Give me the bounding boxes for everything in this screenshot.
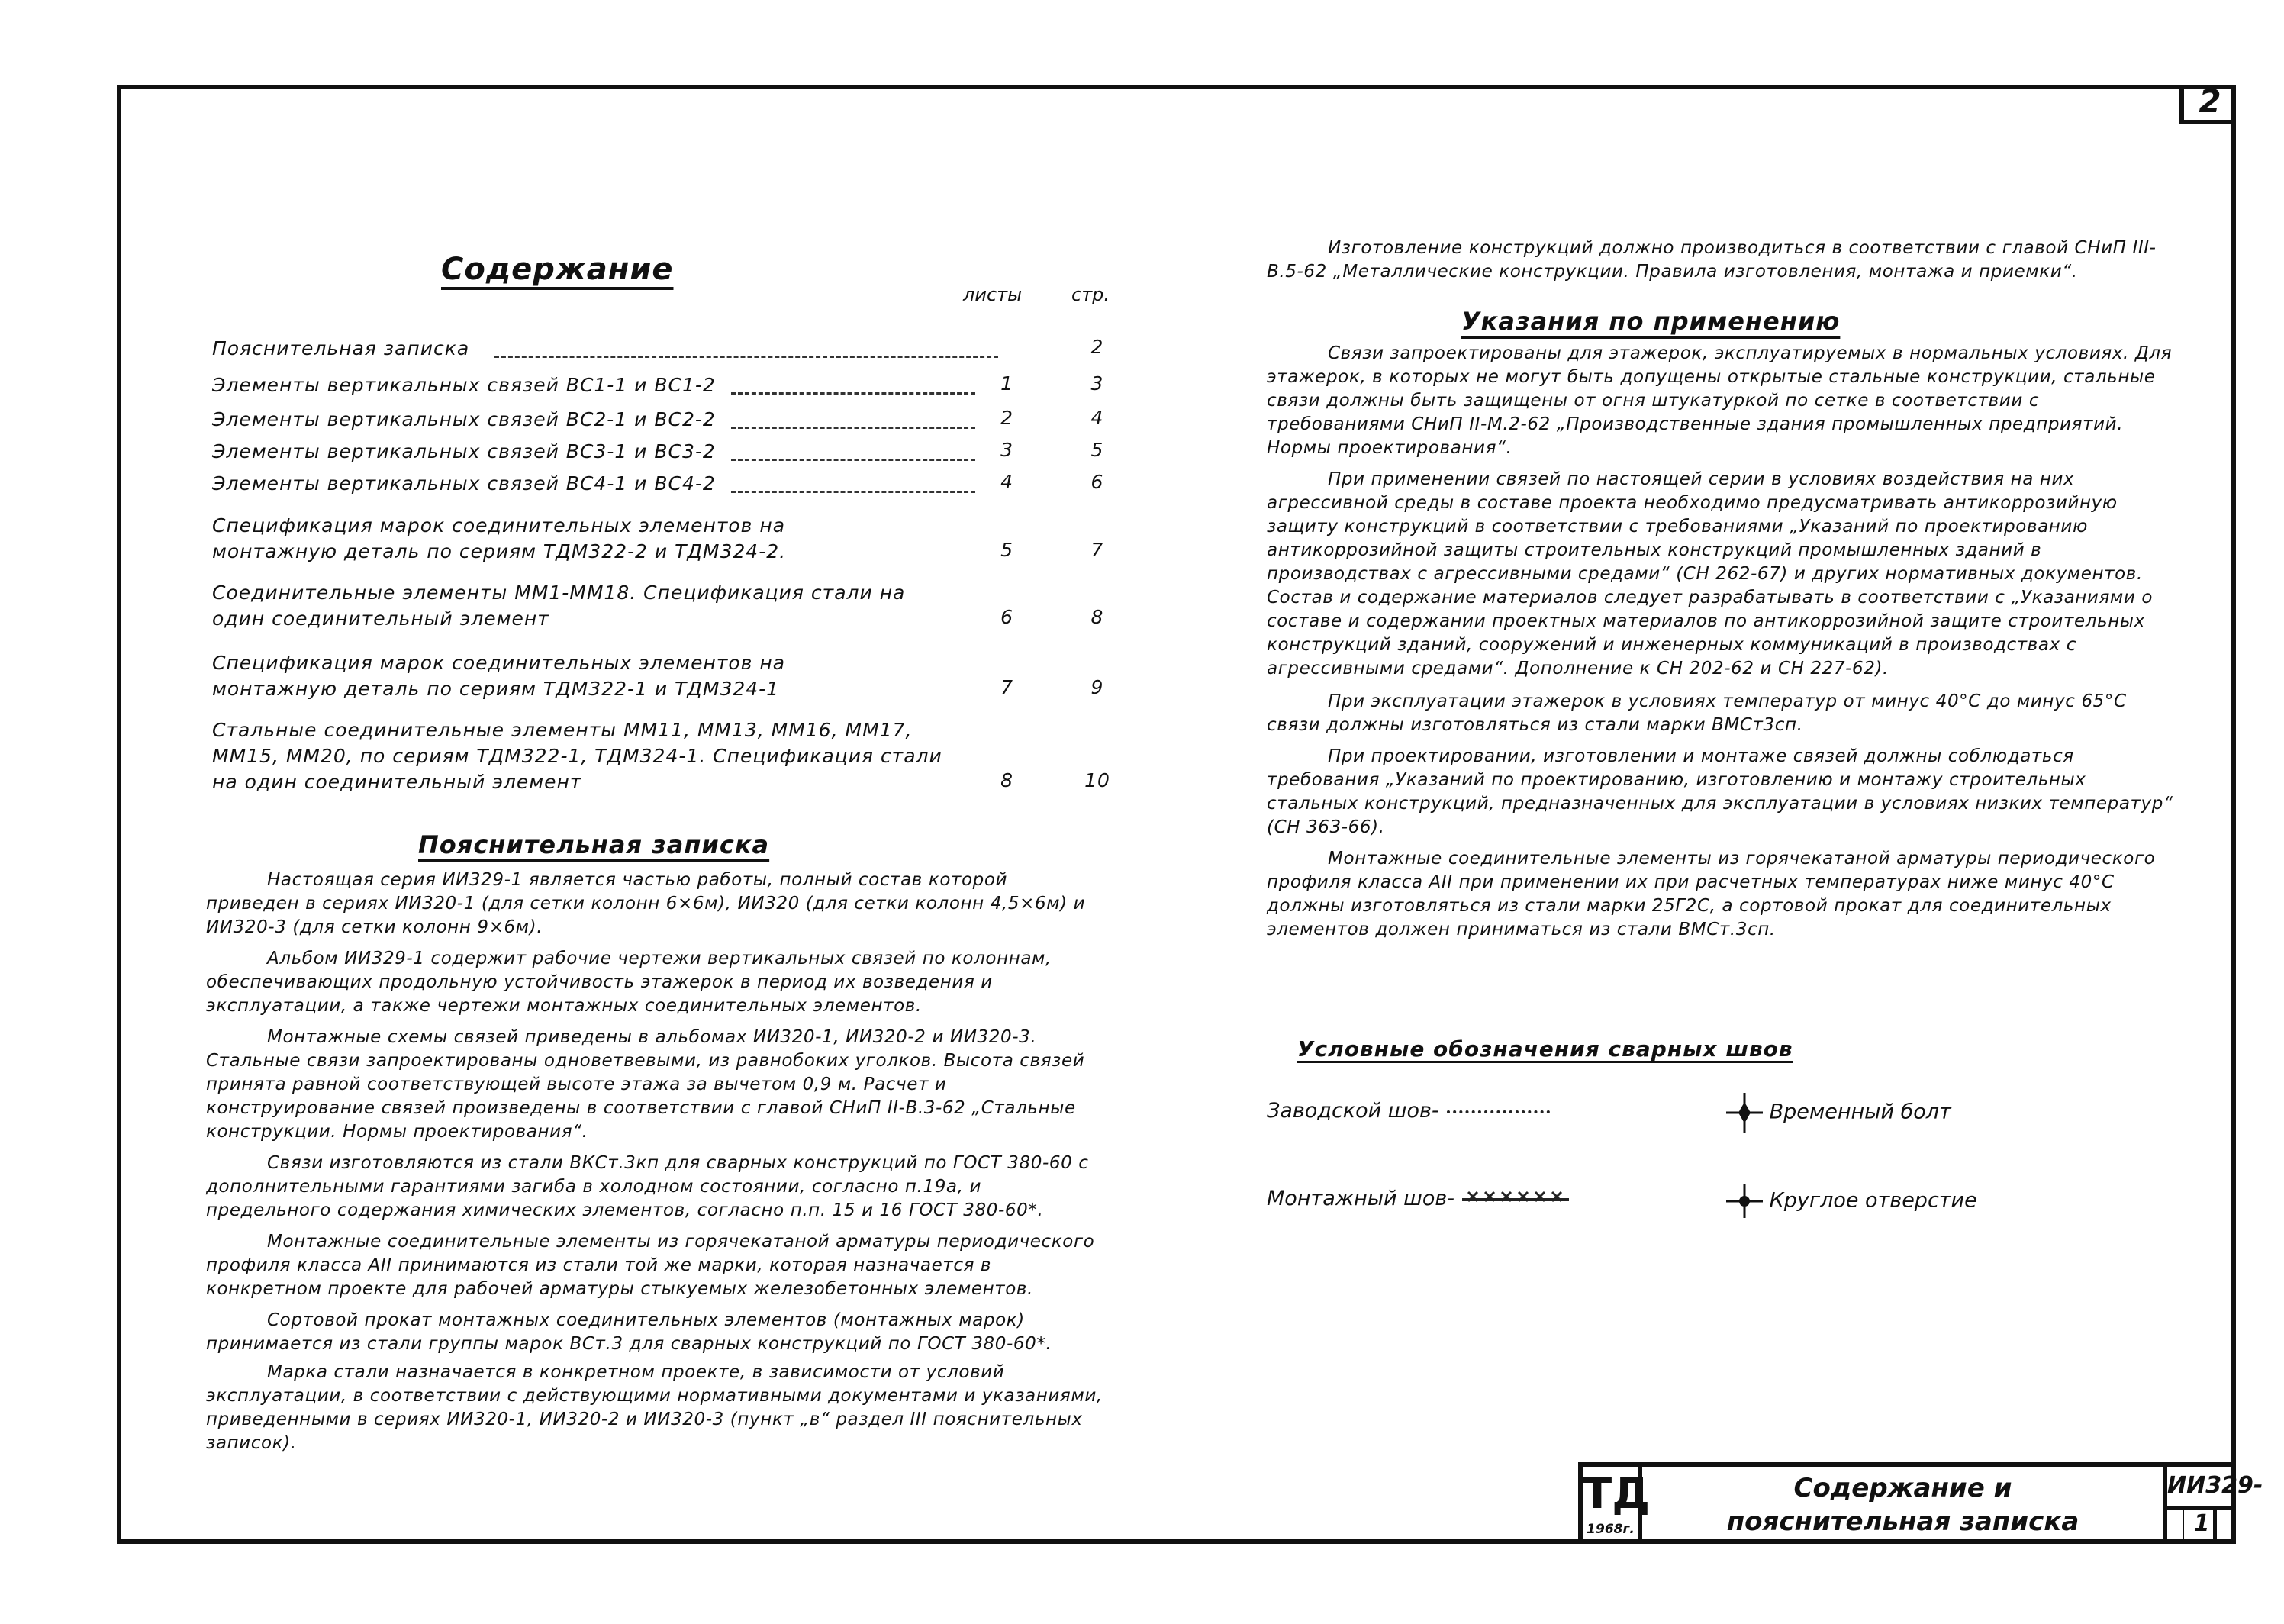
explanatory-paragraph: Монтажные соединительные элементы из горячекатаной арматуры периодического профиля класса АII принимаются из стали той же марки, которая назначается в конкретном проекте для рабочей арматуры стыкуемых железобетонных элементов. xyxy=(206,1232,1095,1299)
legend-title: Условные обозначения сварных швов xyxy=(1297,1036,1793,1062)
temp-bolt-icon xyxy=(1726,1091,1763,1134)
title-block xyxy=(1578,1462,2263,1544)
explanatory-paragraph: Монтажные схемы связей приведены в альбомах ИИ320-1, ИИ320-2 и ИИ320-3. Стальные связи запроектированы одноветвевыми, из равнобоких уголков. Высота связей принята равной соответствующей высоте этажа за вычетом 0,9 м. Расчет и конструирование связей произведены в соответствии с главой СНиП II-В.3-62 „Стальные конструкции. Нормы проектирования“. xyxy=(206,1027,1085,1142)
explanatory-text xyxy=(206,868,1107,1455)
round-hole-legend: Круглое отверстие xyxy=(1726,1180,1977,1223)
explanatory-paragraph: Настоящая серия ИИ329-1 является частью работы, полный состав которой приведен в сериях ИИ320-1 (для сетки колонн 6×6м), ИИ320 (для сетки колонн 4,5×6м) и ИИ320-3 (для сетки колонн 9×6м). xyxy=(206,870,1086,937)
toc-col-sheets: листы xyxy=(963,284,1023,305)
field-weld-symbol xyxy=(1462,1198,1569,1201)
usage-paragraph: Монтажные соединительные элементы из горячекатаной арматуры периодического профиля класса АII при применении их при расчетных температурах ниже минус 40°С должны изготовляться из стали марки 25Г2С, а сортовой прокат для соединительных элементов должен приниматься из стали ВМСт.3сп. xyxy=(1267,849,2156,939)
explanatory-paragraph: Связи изготовляются из стали ВКСт.3кп для сварных конструкций по ГОСТ 380-60 с дополнительными гарантиями загиба в холодном состоянии, согласно п.19а, и предельного содержания химических элементов, согласно п.п. 15 и 16 ГОСТ 380-60*. xyxy=(206,1153,1089,1220)
factory-weld-symbol xyxy=(1447,1110,1550,1113)
usage-paragraph: При проектировании, изготовлении и монтаже связей должны соблюдаться требования „Указаний по проектированию, изготовлению и монтажу строительных стальных конструкций, предназначенных для эксплуатации в условиях низких температур“ (СН 363-66). xyxy=(1267,746,2173,837)
usage-text xyxy=(1267,342,2183,942)
series-code: ИИ329-1 xyxy=(2167,1467,2236,1544)
factory-weld-legend: Заводской шов- xyxy=(1267,1099,1550,1123)
toc-title: Содержание xyxy=(441,252,674,287)
explanatory-paragraph: Сортовой прокат монтажных соединительных элементов (монтажных марок) принимается из стали группы марок ВСт.3 для сварных конструкций по ГОСТ 380-60*. xyxy=(206,1310,1052,1354)
toc-col-pages: стр. xyxy=(1071,284,1110,305)
usage-paragraph: При применении связей по настоящей серии в условиях воздействия на них агрессивной среды в составе проекта необходимо предусматривать антикоррозийную защиту конструкций в соответствии с требованиями „Указаний по проектированию антикоррозийной защиты строительных конструкций промышленных зданий в производствах с агрессивными средами“ (СН 262-67) и других нормативных документов. Состав и содержание материалов следует разрабатывать в соответствии с „Указаниями о составе и содержании проектных материалов по антикоррозийной защите строительных конструкций зданий, сооружений и инженерных коммуникаций в производствах с агрессивными средами“. Дополнение к СН 202-62 и СН 227-62). xyxy=(1267,469,2153,678)
usage-paragraph: При эксплуатации этажерок в условиях температур от минус 40°С до минус 65°С связи должны изготовляться из стали марки ВМСт3сп. xyxy=(1267,691,2127,735)
sheet-title: Содержание и пояснительная записка xyxy=(1642,1467,2167,1544)
right-intro: Изготовление конструкций должно производиться в соответствии с главой СНиП III-В.5-62 „Металлические конструкции. Правила изготовления, монтажа и приемки“. xyxy=(1267,238,2157,282)
usage-paragraph: Связи запроектированы для этажерок, эксплуатируемых в нормальных условиях. Для этажерок, в которых не могут быть допущены открытые стальные конструкции, стальные связи должны быть защищены от огня штукатуркой по сетке в соответствии с требованиями СНиП II-М.2-62 „Производственные здания промышленных предприятий. Нормы проектирования“. xyxy=(1267,343,2173,458)
explanatory-paragraph: Марка стали назначается в конкретном проекте, в зависимости от условий эксплуатации, в соответствии с действующими нормативными документами и указаниями, приведенными в сериях ИИ320-1, ИИ320-2 и ИИ320-3 (пункт „в“ раздел III пояснительных записок). xyxy=(206,1362,1103,1453)
explanatory-paragraph: Альбом ИИ329-1 содержит рабочие чертежи вертикальных связей по колоннам, обеспечивающих продольную устойчивость этажерок в период их возведения и эксплуатации, а также чертежи монтажных соединительных элементов. xyxy=(206,949,1052,1016)
explanatory-title: Пояснительная записка xyxy=(418,830,770,859)
usage-title: Указания по применению xyxy=(1461,307,1841,336)
org-logo: ТД 1968г. xyxy=(1583,1467,1642,1544)
temp-bolt-legend: Временный болт xyxy=(1726,1091,1951,1134)
sheet-number: 2 xyxy=(2179,85,2236,124)
field-weld-legend: Монтажный шов- xyxy=(1267,1187,1569,1210)
round-hole-icon xyxy=(1726,1180,1763,1223)
